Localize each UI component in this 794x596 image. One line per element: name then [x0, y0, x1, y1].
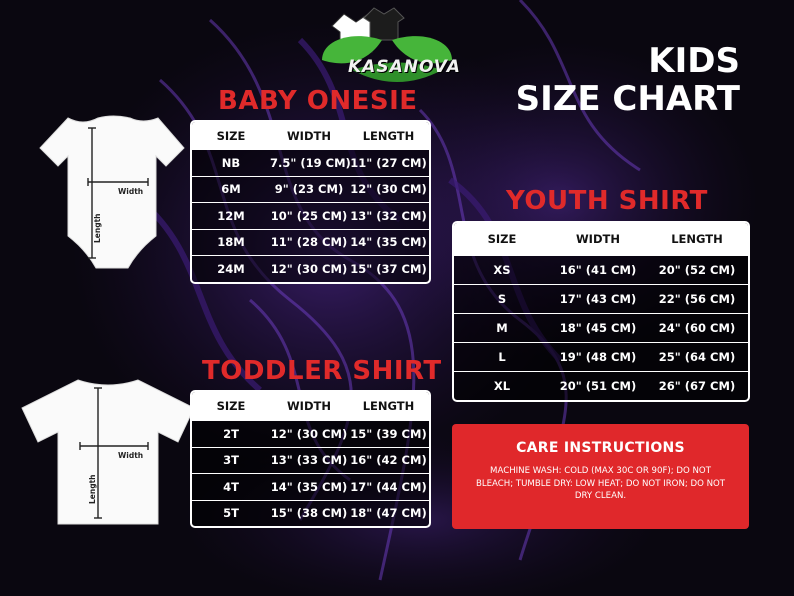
header-size: SIZE [216, 128, 246, 143]
width-cell: 19" (48 CM) [559, 350, 637, 364]
length-cell: 16" (42 CM) [350, 453, 427, 468]
width-cell: 10" (25 CM) [270, 208, 348, 223]
brand-logo [312, 0, 482, 92]
header-size: SIZE [487, 232, 517, 246]
header-length: LENGTH [362, 399, 415, 413]
length-cell: 20" (52 CM) [658, 263, 736, 277]
table-row [192, 229, 429, 256]
section-heading-youth-shirt: YOUTH SHIRT [506, 186, 708, 216]
toddler-width-label: Width [118, 451, 144, 460]
toddler-shirt-table [190, 390, 431, 528]
width-cell: 15" (38 CM) [270, 506, 348, 521]
size-cell: M [496, 321, 508, 335]
size-cell: 18M [217, 235, 245, 250]
width-cell: 12" (30 CM) [270, 261, 348, 276]
table-header [454, 223, 748, 255]
size-cell: 2T [223, 426, 239, 441]
table-row [192, 202, 429, 229]
length-cell: 11" (27 CM) [350, 155, 427, 170]
size-cell: 24M [217, 261, 245, 276]
toddler-length-label: Length [88, 474, 97, 504]
size-cell: 5T [223, 506, 239, 521]
length-cell: 15" (39 CM) [350, 426, 427, 441]
length-cell: 15" (37 CM) [350, 261, 427, 276]
size-cell: XL [493, 379, 511, 393]
onesie-length-label: Length [93, 213, 102, 243]
onesie-illustration [38, 108, 188, 286]
width-cell: 17" (43 CM) [559, 292, 637, 306]
length-cell: 13" (32 CM) [350, 208, 427, 223]
length-cell: 22" (56 CM) [658, 292, 736, 306]
brand-name: KASANOVA [348, 57, 461, 77]
length-cell: 14" (35 CM) [350, 235, 427, 250]
title-kids: KIDS [648, 41, 740, 81]
size-cell: 6M [221, 182, 241, 197]
section-heading-toddler-shirt: TODDLER SHIRT [202, 356, 442, 386]
table-row [454, 255, 748, 284]
table-header [192, 392, 429, 420]
title-size-chart: SIZE CHART [515, 79, 740, 119]
table-row [192, 500, 429, 527]
width-cell: 13" (33 CM) [270, 453, 348, 468]
length-cell: 24" (60 CM) [658, 321, 736, 335]
size-cell: 3T [223, 453, 239, 468]
header-size: SIZE [216, 399, 246, 413]
baby-onesie-table [190, 120, 431, 284]
width-cell: 7.5" (19 CM) [270, 155, 351, 170]
size-cell: S [497, 292, 507, 306]
size-cell: NB [221, 155, 241, 170]
length-cell: 18" (47 CM) [350, 506, 427, 521]
size-cell: 12M [217, 208, 245, 223]
onesie-width-label: Width [118, 187, 144, 196]
table-row [192, 176, 429, 203]
size-cell: XS [493, 263, 511, 277]
table-row [192, 149, 429, 176]
width-cell: 18" (45 CM) [559, 321, 637, 335]
width-cell: 12" (30 CM) [270, 426, 348, 441]
length-cell: 17" (44 CM) [350, 479, 427, 494]
table-row [192, 473, 429, 500]
table-row [454, 371, 748, 400]
header-width: WIDTH [576, 232, 620, 246]
youth-shirt-table [452, 221, 750, 402]
care-text: MACHINE WASH: COLD (MAX 30C OR 90F); DO NOT BLEACH; TUMBLE DRY: LOW HEAT; DO NOT IRON; DO NOT DRY CLEAN. [475, 466, 726, 502]
width-cell: 14" (35 CM) [270, 479, 348, 494]
width-cell: 9" (23 CM) [274, 182, 344, 197]
length-cell: 25" (64 CM) [658, 350, 736, 364]
section-heading-baby-onesie: BABY ONESIE [218, 86, 418, 116]
table-header [192, 122, 429, 149]
table-row [192, 447, 429, 474]
width-cell: 20" (51 CM) [559, 379, 637, 393]
table-row [192, 420, 429, 447]
length-cell: 26" (67 CM) [658, 379, 736, 393]
table-row [454, 342, 748, 371]
size-cell: L [498, 350, 506, 364]
width-cell: 11" (28 CM) [270, 235, 348, 250]
width-cell: 16" (41 CM) [559, 263, 637, 277]
care-instructions-box [452, 424, 749, 529]
size-cell: 4T [223, 479, 239, 494]
header-length: LENGTH [671, 232, 723, 246]
table-row [454, 313, 748, 342]
care-title: CARE INSTRUCTIONS [516, 440, 685, 456]
header-length: LENGTH [362, 128, 415, 143]
length-cell: 12" (30 CM) [350, 182, 427, 197]
toddler-shirt-illustration [18, 376, 198, 528]
header-width: WIDTH [287, 399, 331, 413]
table-row [192, 255, 429, 282]
table-row [454, 284, 748, 313]
header-width: WIDTH [287, 128, 331, 143]
